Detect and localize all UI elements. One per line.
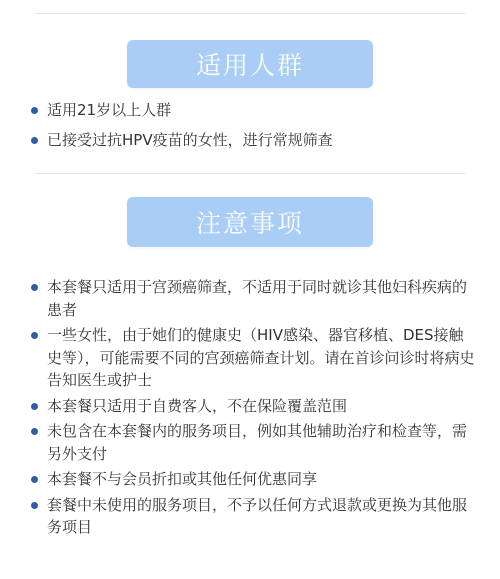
bullet-dot-icon <box>31 284 38 291</box>
list-item <box>30 99 475 122</box>
notes-item-text: 未包含在本套餐内的服务项目，例如其他辅助治疗和检查等，需另外支付 <box>47 422 468 463</box>
notes-item-text: 一些女性，由于她们的健康史（HIV感染、器官移植、DES接触史等），可能需要不同的宫颈癌筛查计划。请在首诊问诊时将病史告知医生或护士 <box>47 326 475 389</box>
notes-item-text: 本套餐不与会员折扣或其他任何优惠同享 <box>47 470 318 488</box>
audience-item-text: 已接受过抗HPV疫苗的女性，进行常规筛查 <box>47 130 333 149</box>
audience-section-header <box>127 40 373 88</box>
audience-section-title: 适用人群 <box>195 51 304 80</box>
bullet-dot-icon <box>31 502 38 509</box>
list-item <box>30 494 475 539</box>
notes-item-text: 本套餐只适用于宫颈癌筛查，不适用于同时就诊其他妇科疾病的患者 <box>47 278 468 319</box>
bullet-dot-icon <box>31 403 38 410</box>
notes-list <box>30 276 475 542</box>
list-item <box>30 395 475 418</box>
middle-divider <box>35 173 465 174</box>
bullet-dot-icon <box>31 332 38 339</box>
audience-item-text: 适用21岁以上人群 <box>47 101 172 119</box>
notes-section-title: 注意事项 <box>195 209 304 238</box>
bullet-dot-icon <box>31 476 38 483</box>
audience-list <box>30 99 475 158</box>
list-item <box>30 468 475 491</box>
notes-item-text: 本套餐只适用于自费客人，不在保险覆盖范围 <box>47 396 348 415</box>
list-item <box>30 324 475 392</box>
list-item <box>30 129 475 152</box>
notes-section-header <box>127 197 373 247</box>
bullet-dot-icon <box>31 107 38 114</box>
top-divider <box>35 13 465 14</box>
list-item <box>30 420 475 465</box>
list-item <box>30 276 475 321</box>
bullet-dot-icon <box>31 428 38 435</box>
notes-item-text: 套餐中未使用的服务项目，不予以任何方式退款或更换为其他服务项目 <box>47 495 468 536</box>
bullet-dot-icon <box>31 137 38 144</box>
